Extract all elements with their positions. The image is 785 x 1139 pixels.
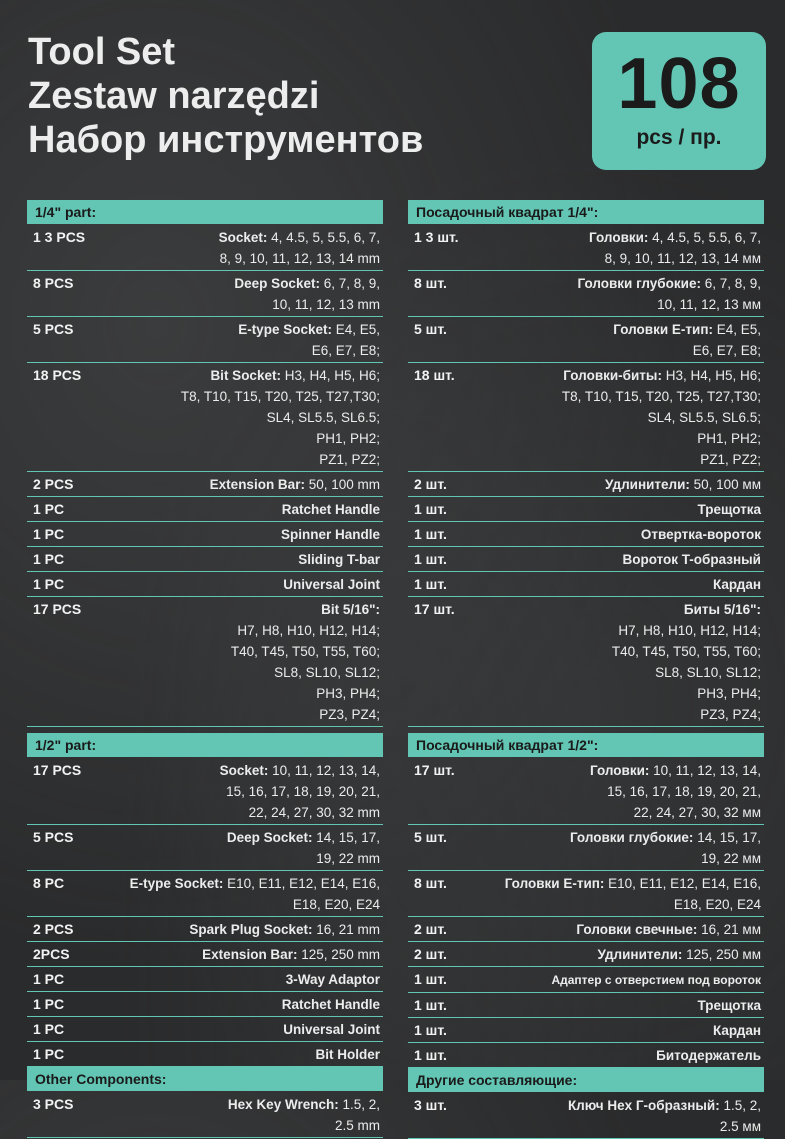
list-item: [27, 1017, 383, 1042]
item-quantity: 3 PCS: [33, 1096, 74, 1112]
item-quantity: 17 шт.: [414, 762, 455, 778]
item-name: E-type Socket:: [129, 876, 224, 891]
list-item: [408, 1043, 764, 1068]
description-line: 2.5 мм: [719, 1119, 761, 1134]
description-line: 10, 11, 12, 13 мм: [657, 297, 761, 312]
item-name: Universal Joint: [283, 1022, 380, 1037]
item-description: [656, 1045, 761, 1066]
list-item: [27, 472, 383, 497]
description-line: 10, 11, 12, 13 mm: [272, 297, 380, 312]
list-item: [408, 942, 764, 967]
item-name: Deep Socket:: [226, 830, 313, 845]
description-line: [589, 227, 761, 248]
list-item: [408, 271, 764, 317]
item-name: Universal Joint: [283, 577, 380, 592]
description-line: 19, 22 мм: [701, 851, 761, 866]
item-values: 10, 11, 12, 13, 14,: [649, 763, 761, 778]
item-description: [228, 1094, 380, 1136]
item-name: Отвертка-вороток: [640, 527, 761, 542]
description-line: [220, 760, 380, 781]
section-other-components: [27, 1067, 383, 1138]
item-description: [282, 994, 380, 1015]
item-name: Extension Bar:: [202, 947, 298, 962]
item-description: [551, 969, 761, 991]
item-quantity: 2PCS: [33, 946, 70, 962]
item-name: Sliding T-bar: [298, 552, 380, 567]
item-name: Bit 5/16":: [321, 602, 380, 617]
list-item: [27, 572, 383, 597]
list-item: [27, 1092, 383, 1138]
list-item: [408, 363, 764, 472]
item-quantity: 3 шт.: [414, 1097, 447, 1113]
list-item: [27, 317, 383, 363]
item-quantity: 1 шт.: [414, 997, 447, 1013]
description-line: PZ1, PZ2;: [700, 452, 761, 467]
description-line: E18, E20, E24: [292, 897, 380, 912]
item-quantity: 1 PC: [33, 526, 65, 542]
item-name: E-type Socket:: [238, 322, 332, 337]
list-item: [408, 317, 764, 363]
list-item: [27, 547, 383, 572]
section-half-inch: [408, 733, 764, 1068]
item-description: [698, 499, 762, 520]
description-line: T40, T45, T50, T55, T60;: [611, 644, 761, 659]
list-item: [408, 1018, 764, 1043]
section-heading: Other Components:: [27, 1067, 383, 1091]
item-values: 1.5, 2,: [338, 1097, 380, 1112]
item-values: 125, 250 mm: [297, 947, 380, 962]
item-quantity: 1 шт.: [414, 1022, 447, 1038]
item-values: 50, 100 mm: [304, 477, 380, 492]
description-line: [622, 549, 761, 570]
item-name: Биты 5/16":: [683, 602, 761, 617]
item-values: 6, 7, 8, 9,: [319, 276, 380, 291]
item-description: [613, 319, 761, 361]
item-description: [219, 227, 380, 269]
item-name: Удлинители:: [604, 477, 690, 492]
list-item: [408, 472, 764, 497]
description-line: PZ1, PZ2;: [319, 452, 380, 467]
item-quantity: 1 3 шт.: [414, 229, 459, 245]
description-line: [181, 365, 380, 386]
list-item: [27, 597, 383, 727]
item-quantity: 1 PC: [33, 1046, 65, 1062]
item-quantity: 17 PCS: [33, 762, 82, 778]
item-quantity: 2 шт.: [414, 476, 447, 492]
description-line: [238, 319, 380, 340]
item-quantity: 1 шт.: [414, 551, 447, 567]
list-item: [408, 572, 764, 597]
description-line: [231, 599, 380, 620]
item-quantity: 2 шт.: [414, 921, 447, 937]
item-description: [315, 1044, 380, 1065]
description-line: E18, E20, E24: [673, 897, 761, 912]
section-heading: Посадочный квадрат 1/2":: [408, 733, 764, 757]
list-item: [408, 917, 764, 942]
item-name: Головки свечные:: [576, 922, 698, 937]
list-item: [408, 871, 764, 917]
item-description: [238, 319, 380, 361]
description-line: PH1, PH2;: [697, 431, 761, 446]
title-russian: Набор инструментов: [28, 119, 424, 161]
section-half-inch: [27, 733, 383, 1067]
description-line: [281, 524, 380, 545]
description-line: [597, 944, 761, 965]
list-item: [27, 758, 383, 825]
item-description: [220, 760, 380, 823]
item-quantity: 1 шт.: [414, 501, 447, 517]
description-line: SL8, SL10, SL12;: [274, 665, 380, 680]
item-description: [234, 273, 380, 315]
description-line: PZ3, PZ4;: [319, 707, 380, 722]
description-line: [612, 599, 761, 620]
item-description: [298, 549, 380, 570]
item-values: 4, 4.5, 5, 5.5, 6, 7,: [648, 230, 761, 245]
item-description: [202, 944, 380, 965]
description-line: 8, 9, 10, 11, 12, 13, 14 мм: [604, 251, 761, 266]
item-description: [281, 524, 380, 545]
section-heading: 1/4" part:: [27, 200, 383, 224]
item-name: Головки-биты:: [563, 368, 662, 383]
description-line: [227, 827, 380, 848]
description-line: [130, 873, 380, 894]
item-name: Bit Holder: [315, 1047, 380, 1062]
item-quantity: 1 3 PCS: [33, 229, 86, 245]
item-description: [181, 365, 380, 470]
item-values: 1.5, 2,: [719, 1098, 761, 1113]
item-description: [283, 1019, 380, 1040]
item-name: 3-Way Adaptor: [285, 972, 380, 987]
list-item: [408, 522, 764, 547]
description-line: [282, 499, 380, 520]
list-item: [27, 992, 383, 1017]
description-line: SL8, SL10, SL12;: [655, 665, 761, 680]
item-name: Адаптер с отверстием под вороток: [551, 973, 761, 987]
list-item: [408, 1093, 764, 1139]
description-line: [202, 944, 380, 965]
list-item: [408, 225, 764, 271]
list-item: [408, 967, 764, 993]
item-quantity: 8 PC: [33, 875, 65, 891]
section-quarter-inch: [408, 200, 764, 727]
russian-column: [408, 200, 764, 1139]
description-line: [605, 474, 761, 495]
item-name: Удлинители:: [597, 947, 683, 962]
list-item: [27, 942, 383, 967]
item-quantity: 8 шт.: [414, 275, 447, 291]
item-name: Битодержатель: [656, 1048, 761, 1063]
item-name: Вороток T-образный: [622, 552, 761, 567]
item-values: 125, 250 мм: [682, 947, 761, 962]
list-item: [27, 825, 383, 871]
item-quantity: 1 PC: [33, 576, 65, 592]
description-line: [698, 499, 762, 520]
item-description: [130, 873, 380, 915]
list-item: [408, 497, 764, 522]
item-quantity: 1 PC: [33, 1021, 65, 1037]
title-polish: Zestaw narzędzi: [28, 75, 320, 117]
item-name: Головки:: [589, 230, 649, 245]
item-name: Головки E-тип:: [504, 876, 605, 891]
item-name: Hex Key Wrench:: [227, 1097, 339, 1112]
item-quantity: 18 шт.: [414, 367, 455, 383]
description-line: 19, 22 mm: [316, 851, 380, 866]
item-name: Extension Bar:: [209, 477, 305, 492]
description-line: [568, 1095, 761, 1116]
item-name: Ключ Hex Г-образный:: [567, 1098, 720, 1113]
item-quantity: 2 шт.: [414, 946, 447, 962]
section-other-components: [408, 1068, 764, 1139]
item-description: [713, 1020, 761, 1041]
item-values: 4, 4.5, 5, 5.5, 6, 7,: [267, 230, 380, 245]
item-values: E10, E11, E12, E14, E16,: [223, 876, 380, 891]
description-line: 22, 24, 27, 30, 32 мм: [633, 805, 761, 820]
description-line: [562, 365, 761, 386]
description-line: SL4, SL5.5, SL6.5;: [266, 410, 380, 425]
item-description: [227, 827, 380, 869]
item-description: [283, 574, 380, 595]
list-item: [27, 522, 383, 547]
item-name: Головки глубокие:: [569, 830, 694, 845]
list-item: [27, 967, 383, 992]
item-name: Socket:: [218, 230, 268, 245]
title-block: [28, 30, 423, 162]
item-values: 10, 11, 12, 13, 14,: [268, 763, 380, 778]
description-line: [713, 574, 761, 595]
item-values: H3, H4, H5, H6;: [280, 368, 380, 383]
piece-unit: pcs / пр.: [636, 126, 722, 149]
item-quantity: 2 PCS: [33, 921, 74, 937]
description-line: 8, 9, 10, 11, 12, 13, 14 mm: [219, 251, 380, 266]
title-english: Tool Set: [28, 31, 176, 73]
item-values: 50, 100 мм: [689, 477, 761, 492]
item-quantity: 5 шт.: [414, 321, 447, 337]
description-line: [505, 873, 761, 894]
item-description: [597, 944, 761, 965]
item-description: [605, 474, 761, 495]
item-values: 16, 21 mm: [312, 922, 380, 937]
description-line: [713, 1020, 761, 1041]
section-heading: Другие составляющие:: [408, 1068, 764, 1092]
list-item: [27, 1042, 383, 1067]
item-quantity: 1 шт.: [414, 576, 447, 592]
item-description: [590, 760, 761, 823]
item-quantity: 8 PCS: [33, 275, 74, 291]
item-description: [576, 919, 761, 940]
description-line: [228, 1094, 380, 1115]
description-line: T8, T10, T15, T20, T25, T27,T30;: [180, 389, 380, 404]
list-item: [408, 758, 764, 825]
list-item: [408, 825, 764, 871]
item-quantity: 1 PC: [33, 996, 65, 1012]
item-name: Головки глубокие:: [577, 276, 701, 291]
item-name: Трещотка: [697, 502, 761, 517]
item-values: E4, E5,: [331, 322, 380, 337]
item-quantity: 2 PCS: [33, 476, 74, 492]
list-item: [27, 271, 383, 317]
description-line: SL4, SL5.5, SL6.5;: [647, 410, 761, 425]
description-line: PH3, PH4;: [316, 686, 380, 701]
description-line: [613, 319, 761, 340]
section-heading: Посадочный квадрат 1/4":: [408, 200, 764, 224]
description-line: [577, 273, 761, 294]
list-item: [27, 225, 383, 271]
item-quantity: 17 шт.: [414, 601, 455, 617]
item-values: 6, 7, 8, 9,: [700, 276, 761, 291]
list-item: [27, 497, 383, 522]
item-quantity: 1 шт.: [414, 1047, 447, 1063]
item-values: 14, 15, 17,: [312, 830, 380, 845]
item-description: [589, 227, 761, 269]
item-name: Bit Socket:: [210, 368, 281, 383]
list-item: [27, 363, 383, 472]
description-line: [283, 574, 380, 595]
item-description: [622, 549, 761, 570]
item-quantity: 17 PCS: [33, 601, 82, 617]
description-line: 22, 24, 27, 30, 32 mm: [248, 805, 380, 820]
item-name: Кардан: [712, 577, 761, 592]
item-description: [562, 365, 761, 470]
item-description: [505, 873, 761, 915]
item-values: E10, E11, E12, E14, E16,: [604, 876, 761, 891]
section-quarter-inch: [27, 200, 383, 727]
description-line: 15, 16, 17, 18, 19, 20, 21,: [226, 784, 380, 799]
english-column: [27, 200, 383, 1138]
item-name: Spinner Handle: [280, 527, 380, 542]
description-line: [641, 524, 761, 545]
list-item: [408, 597, 764, 727]
description-line: [189, 919, 380, 940]
section-heading: 1/2" part:: [27, 733, 383, 757]
item-description: [570, 827, 761, 869]
item-description: [210, 474, 380, 495]
description-line: [315, 1044, 380, 1065]
item-name: Socket:: [219, 763, 269, 778]
description-line: [551, 969, 761, 991]
list-item: [408, 547, 764, 572]
description-line: E6, E7, E8;: [311, 343, 380, 358]
item-values: H3, H4, H5, H6;: [661, 368, 761, 383]
item-quantity: 8 шт.: [414, 875, 447, 891]
item-name: Spark Plug Socket:: [189, 922, 313, 937]
item-description: [698, 995, 762, 1016]
item-name: Ratchet Handle: [281, 997, 380, 1012]
item-description: [577, 273, 761, 315]
description-line: PZ3, PZ4;: [700, 707, 761, 722]
item-values: 16, 21 мм: [697, 922, 761, 937]
item-values: 14, 15, 17,: [693, 830, 761, 845]
description-line: 2.5 mm: [334, 1118, 380, 1133]
description-line: [286, 969, 380, 990]
description-line: [234, 273, 380, 294]
description-line: [210, 474, 380, 495]
item-quantity: 5 PCS: [33, 321, 74, 337]
item-name: Трещотка: [697, 998, 761, 1013]
description-line: H7, H8, H10, H12, H14;: [618, 623, 761, 638]
description-line: T40, T45, T50, T55, T60;: [230, 644, 380, 659]
description-line: PH3, PH4;: [697, 686, 761, 701]
description-line: [298, 549, 380, 570]
item-quantity: 5 шт.: [414, 829, 447, 845]
item-description: [231, 599, 380, 725]
description-line: 15, 16, 17, 18, 19, 20, 21,: [607, 784, 761, 799]
description-line: E6, E7, E8;: [692, 343, 761, 358]
description-line: [570, 827, 761, 848]
item-name: Ratchet Handle: [281, 502, 380, 517]
item-values: E4, E5,: [712, 322, 761, 337]
item-description: [612, 599, 761, 725]
item-quantity: 1 шт.: [414, 971, 447, 987]
item-description: [189, 919, 380, 940]
list-item: [408, 993, 764, 1018]
item-description: [641, 524, 761, 545]
description-line: [590, 760, 761, 781]
description-line: [576, 919, 761, 940]
item-name: Deep Socket:: [234, 276, 320, 291]
item-description: [713, 574, 761, 595]
piece-count: 108: [617, 44, 741, 124]
description-line: [282, 994, 380, 1015]
description-line: [656, 1045, 761, 1066]
item-name: Кардан: [712, 1023, 761, 1038]
item-quantity: 1 PC: [33, 551, 65, 567]
item-description: [286, 969, 380, 990]
item-quantity: 1 PC: [33, 971, 65, 987]
list-item: [27, 871, 383, 917]
description-line: [219, 227, 380, 248]
piece-count-badge: [592, 32, 766, 170]
list-item: [27, 917, 383, 942]
item-name: Головки:: [590, 763, 650, 778]
item-name: Головки E-тип:: [613, 322, 713, 337]
description-line: H7, H8, H10, H12, H14;: [237, 623, 380, 638]
item-description: [568, 1095, 761, 1137]
description-line: PH1, PH2;: [316, 431, 380, 446]
description-line: T8, T10, T15, T20, T25, T27,T30;: [561, 389, 761, 404]
description-line: [283, 1019, 380, 1040]
item-quantity: 5 PCS: [33, 829, 74, 845]
item-quantity: 1 шт.: [414, 526, 447, 542]
item-quantity: 18 PCS: [33, 367, 82, 383]
item-description: [282, 499, 380, 520]
description-line: [698, 995, 762, 1016]
item-quantity: 1 PC: [33, 501, 65, 517]
